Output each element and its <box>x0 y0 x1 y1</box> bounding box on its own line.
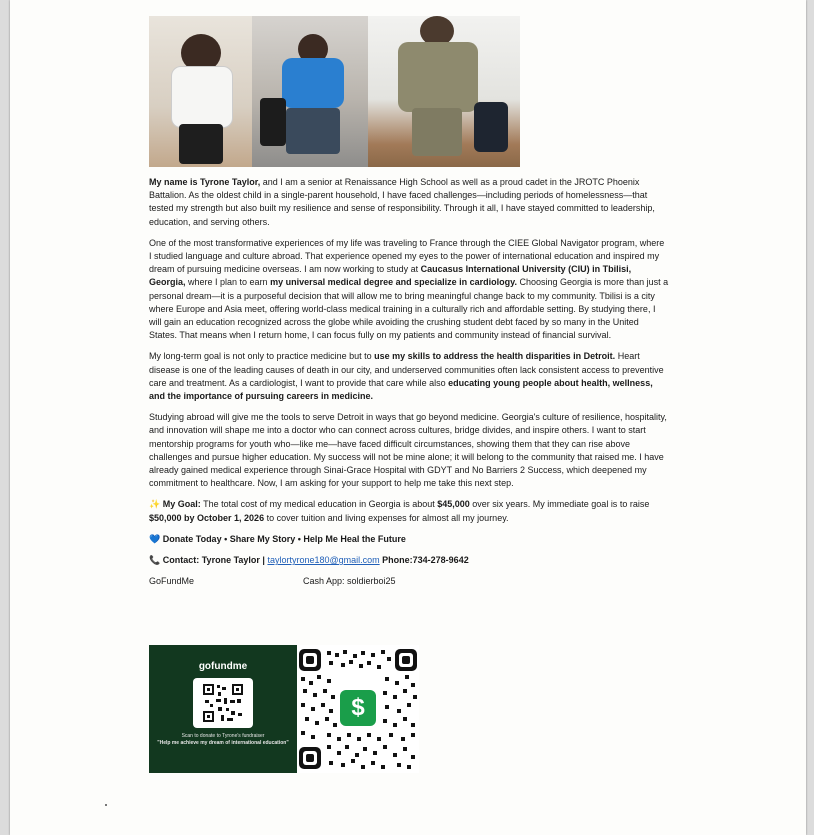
text-span: over six years. My immediate goal is to raise <box>469 499 650 510</box>
bold-name: My name is Tyrone Taylor, <box>149 177 261 187</box>
phone-icon: 📞 <box>149 555 161 566</box>
paragraph-france <box>149 237 669 343</box>
text-span: Choosing Georgia is more than just a personal dream—it is a purposeful decision that will allow me to bring meaningful change back to my community. Tbilisi is a city where Europe and Asia meet, offering world-class medical training in a culturally rich and affordable setting. By studying there, I will gain an education recognized across the globe while avoiding the crushing student debt faced by so many in the United States. That means when I return home, I can focus fully on my patients and community instead of financial survival. <box>149 277 669 341</box>
call-to-action <box>149 533 669 546</box>
text-span: One of the most transformative experiences of my life was traveling to France through the CIEE Global Navigator program, where I studied language and culture abroad. That experience opened my eyes to the power of international education and inspired my dream of pursuing medicine overseas. I am now working to study at <box>149 237 665 275</box>
photo-strip <box>149 16 520 167</box>
text-span: Studying abroad will give me the tools to serve Detroit in ways that go beyond medicine. Georgia's culture of resilience, hospitality, and innovation will shape me into a doctor who can connect across cultures, bridge divides, and inspire others. I want to start mentorship programs for youth who—like me—have faced difficult circumstances, showing them that they can rise above challenges and pursue higher education. My success will not be mine alone; it will belong to the community that raised me. I have already gained medical experience through Sinai-Grace Hospital with GDYT and No Barriers 2 Success, which deepened my commitment to healthcare. Now, I am asking for your support to help me take this next step. <box>149 412 667 489</box>
gofundme-caption-line1: Scan to donate to Tyrone's fundraiser <box>181 733 265 739</box>
gofundme-qr-card[interactable] <box>149 645 297 773</box>
photo-france-shirt <box>252 16 368 167</box>
cashapp-label: Cash App: soldierboi25 <box>303 576 396 587</box>
cta-text: Donate Today • Share My Story • Help Me Heal the Future <box>162 533 406 544</box>
letter-body <box>149 176 669 591</box>
sparkles-icon: ✨ <box>149 499 161 510</box>
gofundme-qr-code <box>193 678 253 728</box>
contact-label: Contact: Tyrone Taylor | <box>162 555 265 566</box>
bold-my-goal: My Goal: <box>162 499 201 510</box>
gofundme-label: GoFundMe <box>149 576 195 587</box>
paragraph-study-abroad <box>149 411 669 490</box>
bold-health-disparities: use my skills to address the health disparities in Detroit. <box>374 351 616 362</box>
cashapp-logo-icon: $ <box>340 690 376 726</box>
gofundme-logo: gofundme <box>198 661 248 672</box>
gofundme-caption <box>155 733 291 747</box>
bold-university: Caucasus International University (CIU) in Tbilisi, Georgia, <box>149 264 632 288</box>
bold-cost: $45,000 <box>437 499 470 510</box>
text-span: and I am a senior at Renaissance High School as well as a proud cadet in the JROTC Phoenix Battalion. As the oldest child in a single-parent household, I have faced challenges—including periods of homelessness—that tested my strength but also built my resilience and sense of responsibility. Through it all, I have stayed committed to leadership, education, and serving others. <box>149 177 655 227</box>
contact-line <box>149 554 669 567</box>
bold-degree: my universal medical degree and specialize in cardiology. <box>270 277 518 288</box>
bold-educating: educating young people about health, wellness, and the importance of pursuing careers in medicine. <box>149 377 653 402</box>
photo-white-shirt <box>149 16 252 167</box>
document-page <box>10 0 806 835</box>
text-span: where I plan to earn <box>185 277 271 288</box>
email-link[interactable]: taylortyrone180@gmail.com <box>267 555 380 566</box>
bold-target: $50,000 by October 1, 2026 <box>149 512 265 523</box>
text-span: to cover tuition and living expenses for almost all my journey. <box>264 512 509 523</box>
text-span: The total cost of my medical education in Georgia is about <box>200 499 438 510</box>
contact-phone: Phone:734-278-9642 <box>382 555 469 566</box>
paragraph-goal-detroit <box>149 350 669 403</box>
blue-heart-icon: 💙 <box>149 533 161 544</box>
text-span: Heart disease is one of the leading causes of death in our city, and underserved communities often lack consistent access to preventive care and treatment. As a cardiologist, I want to provide that care while also <box>149 351 664 388</box>
speck <box>105 804 107 806</box>
gofundme-caption-line2: "Help me achieve my dream of international education" <box>157 740 289 746</box>
text-span: My long-term goal is not only to practice medicine but to <box>149 351 375 362</box>
paragraph-intro <box>149 176 669 229</box>
photo-uniform <box>368 16 520 167</box>
paragraph-my-goal <box>149 498 669 524</box>
payment-labels <box>149 575 669 591</box>
cashapp-qr-card[interactable] <box>297 645 419 773</box>
